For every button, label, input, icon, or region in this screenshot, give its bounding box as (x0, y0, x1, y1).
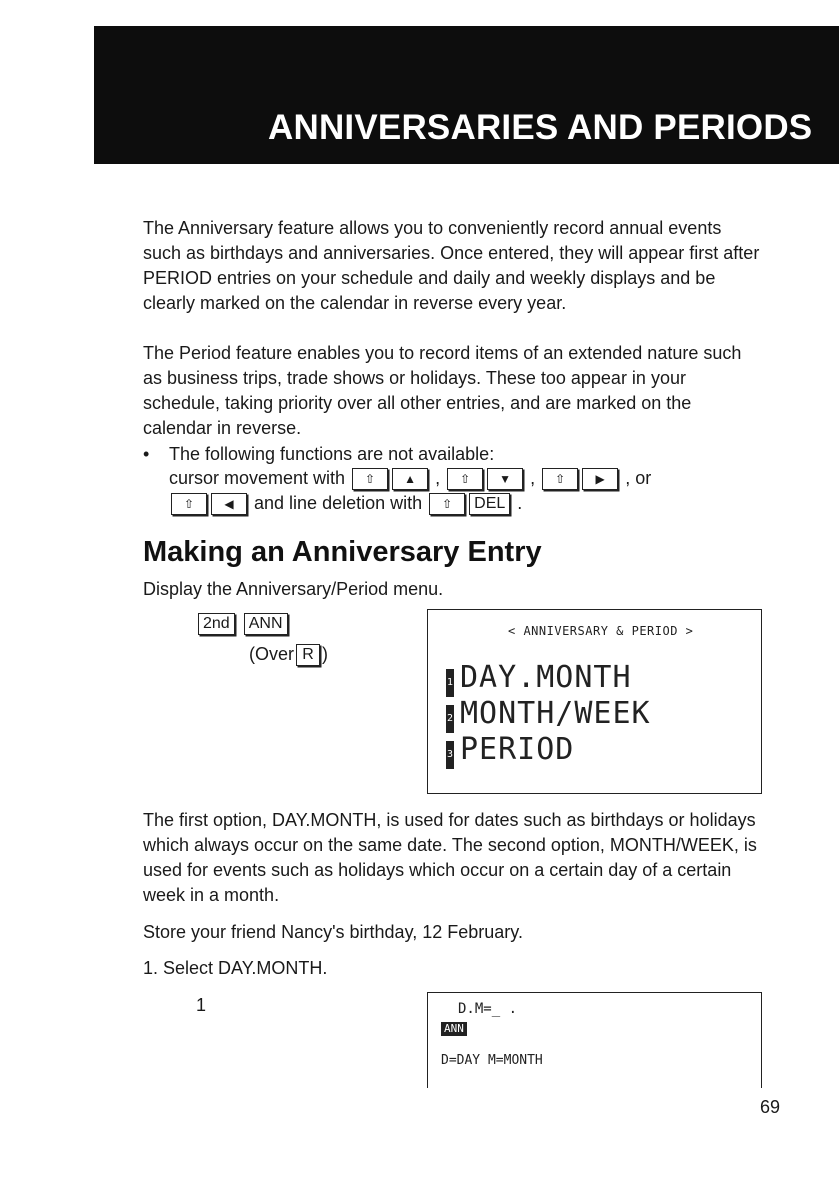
over-prefix: (Over (249, 644, 294, 664)
ann-badge: ANN (441, 1022, 467, 1036)
page-title: ANNIVERSARIES AND PERIODS (268, 108, 813, 147)
left-key: ◀ (211, 493, 247, 515)
step-1-key: 1 (196, 995, 207, 1015)
menu-item-label: PERIOD (460, 732, 575, 767)
over-note (249, 642, 328, 667)
shift-key: ⇧ (542, 468, 578, 490)
line-deletion-text: and line deletion with (254, 493, 423, 513)
entry-display (427, 992, 762, 1088)
right-key: ▶ (582, 468, 618, 490)
cursor-movement-text: cursor movement with (169, 468, 346, 488)
r-key: R (296, 644, 320, 666)
cursor-movement-line (169, 466, 651, 491)
menu-item-month-week (446, 696, 651, 733)
entry-line-1: D.M=_ . (458, 1001, 518, 1017)
shift-key: ⇧ (171, 493, 207, 515)
intro-paragraph-1: The Anniversary feature allows you to conveniently record annual events such as birthdays and anniversaries. Once entered, they will appear first after PERIOD entries on your schedule and daily and weekly displays and be clearly marked on the calendar in reverse every year. (143, 218, 760, 313)
store-instruction: Store your friend Nancy's birthday, 12 February. (143, 922, 523, 942)
shift-key: ⇧ (447, 468, 483, 490)
menu-item-number: 2 (446, 705, 454, 733)
separator: , (435, 468, 441, 488)
shift-key: ⇧ (352, 468, 388, 490)
menu-display-header: < ANNIVERSARY & PERIOD > (508, 624, 694, 638)
up-key: ▲ (392, 468, 428, 490)
key-sequence (196, 611, 290, 636)
menu-item-number: 1 (446, 669, 454, 697)
bullet-dot: • (143, 444, 150, 464)
period-text: . (517, 493, 523, 513)
menu-item-label: DAY.MONTH (460, 660, 632, 695)
shift-key: ⇧ (429, 493, 465, 515)
down-key: ▼ (487, 468, 523, 490)
separator: , (530, 468, 536, 488)
ann-key: ANN (244, 613, 288, 635)
section-title: Making an Anniversary Entry (143, 536, 542, 568)
del-key: DEL (469, 493, 510, 515)
intro-paragraph-2: The Period feature enables you to record items of an extended nature such as business trips, trade shows or holidays. These too appear in your schedule, taking priority over all other entries, and are marked on the calendar in reverse. (143, 343, 742, 438)
step-1: 1. Select DAY.MONTH. (143, 958, 328, 978)
second-key: 2nd (198, 613, 235, 635)
menu-item-period (446, 732, 574, 769)
explanation-paragraph: The first option, DAY.MONTH, is used for dates such as birthdays or holidays which always occur on the same date. The second option, MONTH/WEEK, is used for events such as holidays which occur on a certain day of a certain week in a month. (143, 810, 757, 905)
menu-item-label: MONTH/WEEK (460, 696, 651, 731)
entry-line-3: D=DAY M=MONTH (441, 1053, 543, 1068)
or-text: , or (625, 468, 652, 488)
menu-item-day-month (446, 660, 632, 697)
menu-display (427, 609, 762, 794)
section-subtitle: Display the Anniversary/Period menu. (143, 579, 444, 599)
menu-item-number: 3 (446, 741, 454, 769)
line-deletion-line (169, 491, 522, 516)
over-suffix: ) (322, 644, 328, 664)
bullet-line-1: The following functions are not available: (169, 444, 495, 464)
page-number: 69 (760, 1097, 781, 1117)
